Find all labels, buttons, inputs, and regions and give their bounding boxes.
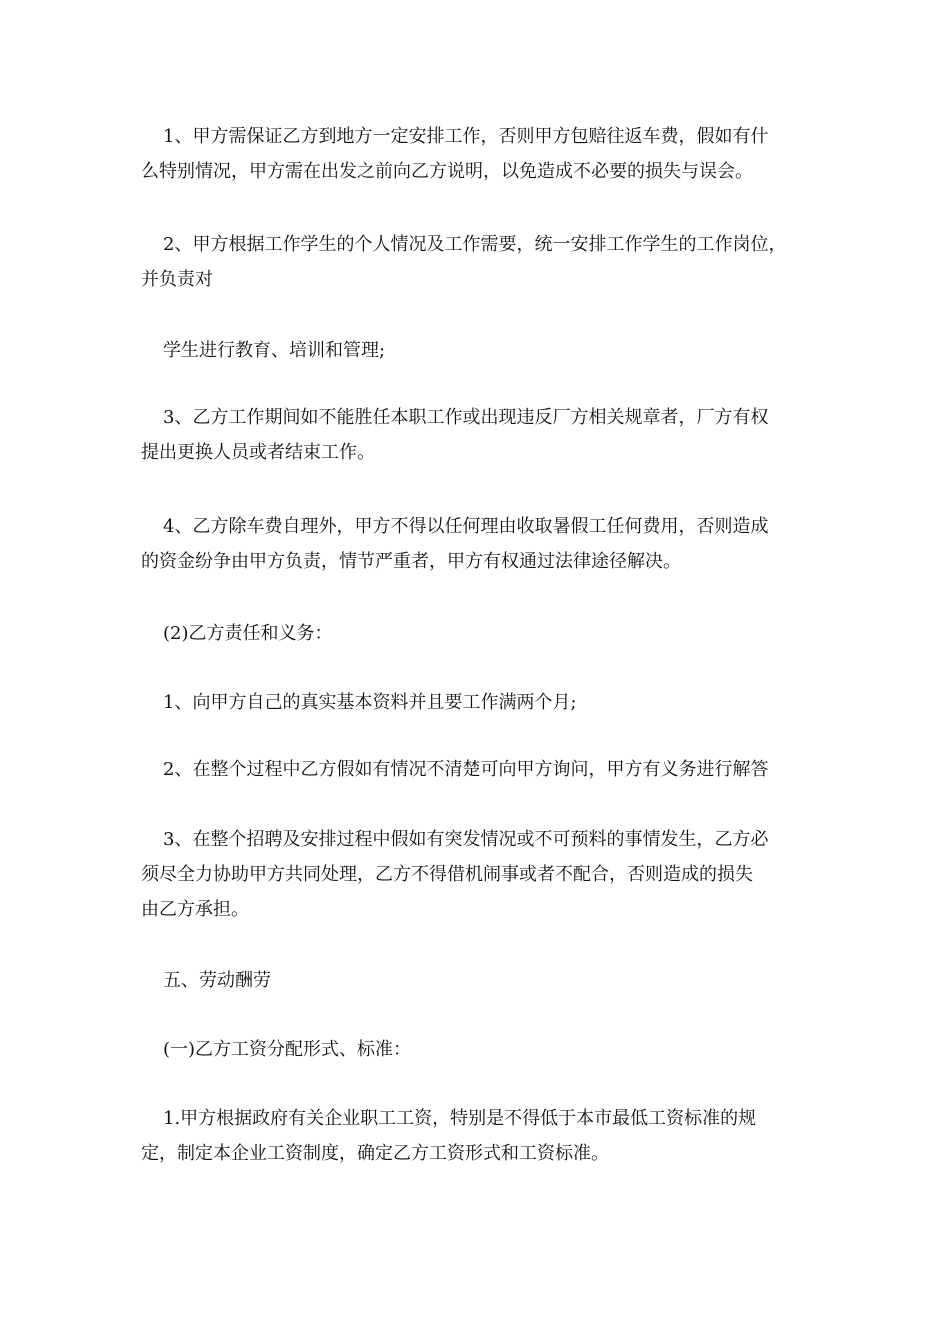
text-line: 提出更换人员或者结束工作。	[141, 442, 375, 463]
text-line: 3、乙方工作期间如不能胜任本职工作或出现违反厂方相关规章者，厂方有权	[163, 407, 769, 428]
text-line: 五、劳动酬劳	[163, 970, 271, 991]
text-line: 并负责对	[141, 269, 213, 290]
clause-3-paragraph	[141, 400, 831, 470]
party-b-duties-heading	[141, 616, 831, 651]
text-line: 2、在整个过程中乙方假如有情况不清楚可向甲方询问，甲方有义务进行解答	[163, 759, 769, 780]
text-line: 1、甲方需保证乙方到地方一定安排工作，否则甲方包赔往返车费，假如有什	[163, 126, 769, 147]
text-line: 1.甲方根据政府有关企业职工工资，特别是不得低于本市最低工资标准的规	[163, 1108, 757, 1129]
text-line: 由乙方承担。	[141, 899, 249, 920]
text-line: 2、甲方根据工作学生的个人情况及工作需要，统一安排工作学生的工作岗位，	[163, 234, 787, 255]
text-line: 3、在整个招聘及安排过程中假如有突发情况或不可预料的事情发生，乙方必	[163, 829, 769, 850]
text-line: (2)乙方责任和义务：	[163, 623, 333, 644]
text-line: 学生进行教育、培训和管理;	[163, 340, 386, 361]
text-line: 定，制定本企业工资制度，确定乙方工资形式和工资标准。	[141, 1143, 609, 1164]
clause-4-paragraph	[141, 509, 831, 579]
salary-form-heading	[141, 1032, 831, 1067]
clause-1-paragraph	[141, 119, 831, 189]
party-b-duty-2-paragraph	[141, 752, 831, 787]
text-line: 的资金纷争由甲方负责，情节严重者，甲方有权通过法律途径解决。	[141, 551, 681, 572]
party-b-duty-3-paragraph	[141, 822, 831, 927]
clause-2-continuation-paragraph	[141, 333, 831, 368]
section-5-heading	[141, 963, 831, 998]
text-line: (一)乙方工资分配形式、标准：	[163, 1039, 412, 1060]
text-line: 须尽全力协助甲方共同处理，乙方不得借机闹事或者不配合，否则造成的损失	[141, 864, 753, 885]
text-line: 么特别情况，甲方需在出发之前向乙方说明，以免造成不必要的损失与误会。	[141, 161, 753, 182]
text-line: 4、乙方除车费自理外，甲方不得以任何理由收取暑假工任何费用，否则造成	[163, 516, 769, 537]
salary-clause-1-paragraph	[141, 1101, 831, 1171]
party-b-duty-1-paragraph	[141, 685, 831, 720]
text-line: 1、向甲方自己的真实基本资料并且要工作满两个月;	[163, 692, 577, 713]
clause-2-paragraph	[141, 227, 831, 297]
